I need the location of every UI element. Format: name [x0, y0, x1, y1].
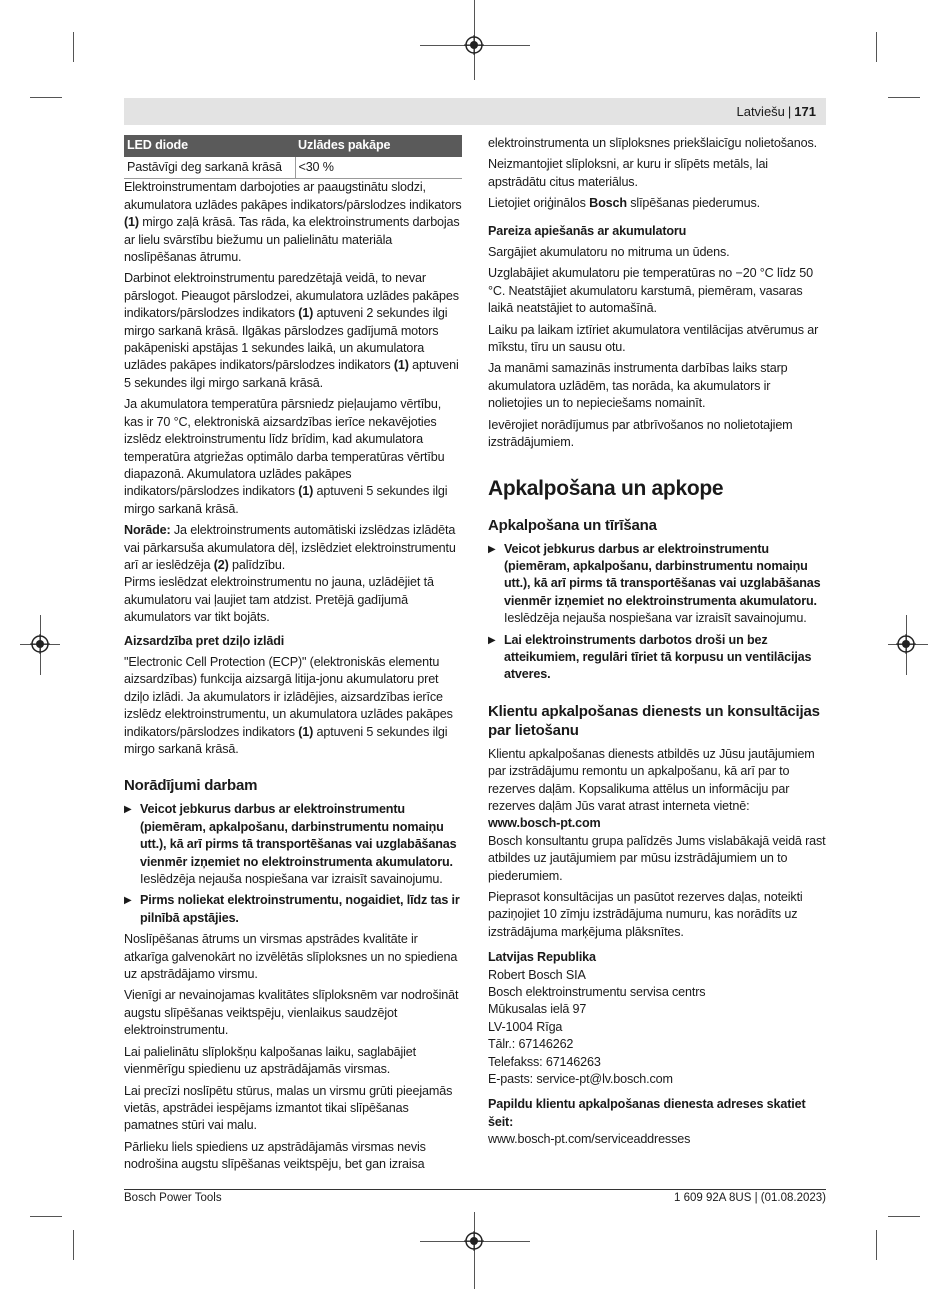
- ref: (1): [124, 215, 139, 230]
- text: Elektroinstrumentam darbojoties ar paaugstinātu slodzi, akumulatora uzlādes pakāpes indikators/pārslodzes indikators: [124, 180, 462, 212]
- paragraph: [124, 270, 462, 392]
- ref: (1): [298, 306, 314, 321]
- address-line: LV-1004 Rīga: [488, 1019, 563, 1034]
- text: aptuveni 5 sekundes ilgi mirgo sarkanā krāsā.: [124, 484, 448, 516]
- bullet-text: Ieslēdzēja nejauša nospiešana var izraisīt savainojumu.: [140, 872, 443, 887]
- header-separator: |: [787, 104, 792, 119]
- bullet-list: [124, 801, 462, 927]
- footer-left: Bosch Power Tools: [124, 1192, 222, 1204]
- brand: Bosch: [589, 196, 627, 211]
- footer-right: 1 609 92A 8US | (01.08.2023): [674, 1192, 826, 1204]
- text: Ja akumulatora temperatūra pārsniedz pieļaujamo vērtību, kas ir 70 °C, elektroniskā aizsardzības ierīce nekavējoties izslēdz elektroinstrumentu līdz brīdim, kad akumulatora temperatūra atgriežas optimālo darba temperatūras vērtību diapazonā. Akumulatora uzlādes pakāpes indikators/pārslodzes indikators: [124, 397, 445, 499]
- paragraph: [488, 746, 826, 816]
- text: Lietojiet oriģinālos: [488, 196, 590, 211]
- ref: (1): [393, 358, 409, 373]
- paragraph: [488, 195, 826, 212]
- paragraph: [124, 654, 462, 758]
- list-item: [124, 892, 462, 927]
- table-cell: <30 %: [295, 157, 462, 179]
- text: mirgo zaļā krāsā. Tas rāda, ka elektroinstruments darbojas ar lielu svārstību biežumu un palielinātu materiāla noslīpēšanas ātrumu.: [124, 215, 460, 265]
- url[interactable]: www.bosch-pt.com/serviceaddresses: [488, 1132, 691, 1147]
- triangle-bullet-icon: ▶: [488, 634, 496, 646]
- paragraph: Pieprasot konsultācijas un pasūtot rezerves daļas, noteikti paziņojiet 10 zīmju izstrādājuma numuru, kas norādīts uz izstrādājuma marķējuma plāksnītes.: [488, 890, 803, 939]
- registration-mark-icon: [464, 1231, 484, 1251]
- note-label: Norāde:: [124, 523, 171, 538]
- text: Ja elektroinstruments automātiski izslēdzas izlādēta vai pārkarsuša akumulatora dēļ, izslēdziet elektroinstrumentu arī ar ieslēdzēja: [124, 523, 456, 572]
- table-row: [124, 157, 462, 179]
- crop-mark: [30, 1216, 62, 1217]
- bullet-bold: Veicot jebkurus darbus ar elektroinstrumentu (piemēram, apkalpošanu, darbinstrumentu nomaiņu utt.), kā arī pirms tā transportēšanas vai uzglabāšanas vienmēr izņemiet no elektroinstrumenta akumulatoru.: [504, 541, 821, 608]
- paragraph: Laiku pa laikam iztīriet akumulatora ventilācijas atvērumus ar mīkstu, tīru un sausu otu.: [488, 322, 819, 355]
- address-block: [488, 967, 826, 1089]
- address-line: Bosch elektroinstrumentu servisa centrs: [488, 985, 706, 1000]
- table-header: Uzlādes pakāpe: [295, 135, 462, 157]
- subheading: Pareiza apiešanās ar akumulatoru: [488, 223, 687, 238]
- paragraph: Pirms ieslēdzat elektroinstrumentu no jauna, uzlādējiet tā akumulatoru vai ļaujiet tam atdzist. Pretējā gadījumā akumulators var tikt bojāts.: [124, 575, 434, 625]
- website-link[interactable]: www.bosch-pt.com: [488, 816, 601, 831]
- list-item: [488, 632, 826, 684]
- paragraph: Bosch konsultantu grupa palīdzēs Jums vislabākajā veidā rast atbildes uz jautājumiem par mūsu izstrādājumiem un to piederumiem.: [488, 833, 826, 883]
- crop-mark: [73, 1230, 74, 1260]
- paragraph: [124, 179, 462, 266]
- subheading: Papildu klientu apkalpošanas dienesta adreses skatiet šeit:: [488, 1097, 806, 1129]
- bullet-list: [488, 541, 826, 684]
- paragraph: elektroinstrumenta un slīploksnes priekšlaicīgu nolietošanos.: [488, 136, 817, 150]
- paragraph: Vienīgi ar nevainojamas kvalitātes slīploksnēm var nodrošināt augstu slīpēšanas veiktspēju, vienlaikus saudzējot elektroinstrumentu.: [124, 988, 459, 1038]
- list-item: [488, 541, 826, 628]
- right-column: [488, 135, 826, 1153]
- paragraph: Sargājiet akumulatoru no mitruma un ūdens.: [488, 245, 730, 260]
- section-heading: Apkalpošana un tīrīšana: [488, 516, 657, 534]
- bullet-bold: Lai elektroinstruments darbotos droši un bez atteikumiem, regulāri tīriet tā korpusu un ventilācijas atveres.: [504, 632, 812, 682]
- address-line: E-pasts: service-pt@lv.bosch.com: [488, 1072, 673, 1087]
- subheading: Aizsardzība pret dziļo izlādi: [124, 633, 285, 648]
- text: aptuveni 5 sekundes ilgi mirgo sarkanā krāsā.: [124, 724, 448, 756]
- registration-mark-icon: [30, 634, 50, 654]
- triangle-bullet-icon: ▶: [124, 895, 132, 907]
- crop-mark: [73, 32, 74, 62]
- crop-mark: [876, 1230, 877, 1260]
- bullet-bold: Pirms noliekat elektroinstrumentu, nogaidiet, līdz tas ir pilnībā apstājies.: [140, 893, 460, 925]
- chapter-heading: Apkalpošana un apkope: [488, 476, 724, 500]
- ref: (1): [298, 484, 314, 499]
- crop-mark: [888, 1216, 920, 1217]
- text: aptuveni 2 sekundes ilgi mirgo sarkanā krāsā. Ilgākas pārslodzes gadījumā motors pakāpeniski apstājas 1 sekundes laikā, un akumulatora uzlādes pakāpes indikators/pārslodzes indikators: [124, 306, 448, 373]
- registration-mark-icon: [464, 35, 484, 55]
- paragraph: Noslīpēšanas ātrums un virsmas apstrādes kvalitāte ir atkarīga galvenokārt no izvēlētās slīploksnes un no spiediena uz apstrādājamo virsmu.: [124, 932, 458, 982]
- table-header: LED diode: [124, 135, 295, 157]
- address-line: Mūkusalas ielā 97: [488, 1002, 587, 1017]
- crop-mark: [888, 97, 920, 98]
- section-heading: Klientu apkalpošanas dienests un konsultācijas par lietošanu: [488, 702, 820, 739]
- left-column: [124, 135, 462, 1178]
- page-number: 171: [794, 104, 816, 119]
- address-line: Telefakss: 67146263: [488, 1054, 601, 1069]
- ref: (2): [213, 557, 229, 572]
- paragraph: Lai precīzi noslīpētu stūrus, malas un virsmu grūti pieejamās vietās, apstrādei iespējams izmantot tikai slīpēšanas pamatnes stūri vai malu.: [124, 1083, 453, 1133]
- section-heading: Norādījumi darbam: [124, 777, 258, 795]
- bullet-text: Ieslēdzēja nejauša nospiešana var izraisīt savainojumu.: [504, 611, 807, 626]
- address-line: Tālr.: 67146262: [488, 1037, 574, 1052]
- address-line: Robert Bosch SIA: [488, 967, 586, 982]
- paragraph: [124, 396, 462, 518]
- paragraph: Lai palielinātu slīplokšņu kalpošanas laiku, saglabājiet vienmērīgu spiedienu uz apstrādājamās virsmas.: [124, 1044, 416, 1077]
- footer-rule: [124, 1189, 826, 1190]
- text: Darbinot elektroinstrumentu paredzētajā veidā, to nevar pārslogot. Pieaugot pārslodzei, akumulatora uzlādes pakāpes indikators/pārslodzes indikators: [124, 271, 459, 321]
- text: slīpēšanas piederumus.: [626, 196, 760, 211]
- ref: (1): [298, 724, 314, 739]
- crop-mark: [876, 32, 877, 62]
- led-table: [124, 135, 462, 179]
- paragraph: Ja manāmi samazinās instrumenta darbības laiks starp akumulatora uzlādēm, tas norāda, ka akumulators ir nolietojies un to nepieciešams nomainīt.: [488, 361, 788, 411]
- note: [124, 522, 462, 574]
- paragraph: Pārlieku liels spiediens uz apstrādājamās virsmas nevis nodrošina augstu slīpēšanas veiktspēju, bet gan izraisa: [124, 1139, 426, 1172]
- header-band: [124, 98, 826, 125]
- text: "Electronic Cell Protection (ECP)" (elektroniskās elementu aizsardzības) funkcija aizsargā litija-jonu akumulatoru pret dziļo izlādi. Ja akumulators ir izlādējies, aizsardzības ierīce izslēdz elektroinstrumentu, un akumulatora uzlādes pakāpes indikators/pārslodzes indikators: [124, 654, 453, 739]
- text: Klientu apkalpošanas dienests atbildēs uz Jūsu jautājumiem par izstrādājumu remontu un apkalpošanu, kā arī par to rezerves daļām. Kopsalikuma attēlus un informāciju par rezerves daļām Jūs varat atrast interneta vietnē:: [488, 746, 815, 813]
- paragraph: Uzglabājiet akumulatoru pie temperatūras no −20 °C līdz 50 °C. Neatstājiet akumulatoru karstumā, piemēram, vasaras laikā neatstājiet to automašīnā.: [488, 266, 814, 316]
- page-header: [736, 104, 816, 119]
- paragraph: Neizmantojiet slīploksni, ar kuru ir slīpēts metāls, lai apstrādātu citus materiālus.: [488, 157, 768, 189]
- triangle-bullet-icon: ▶: [124, 804, 132, 816]
- crop-mark: [30, 97, 62, 98]
- triangle-bullet-icon: ▶: [488, 543, 496, 555]
- bullet-bold: Veicot jebkurus darbus ar elektroinstrumentu (piemēram, apkalpošanu, darbinstrumentu nomaiņu utt.), kā arī pirms tā transportēšanas vai uzglabāšanas vienmēr izņemiet no elektroinstrumenta akumulatoru.: [140, 802, 457, 869]
- text: aptuveni 5 sekundes ilgi mirgo sarkanā krāsā.: [124, 358, 459, 390]
- header-language: Latviešu: [736, 104, 785, 119]
- registration-mark-icon: [896, 634, 916, 654]
- url[interactable]: [488, 815, 826, 832]
- list-item: [124, 801, 462, 888]
- country-heading: Latvijas Republika: [488, 950, 596, 965]
- table-cell: Pastāvīgi deg sarkanā krāsā: [124, 157, 295, 179]
- paragraph: Ievērojiet norādījumus par atbrīvošanos no nolietotajiem izstrādājumiem.: [488, 417, 793, 450]
- text: palīdzību.: [228, 557, 286, 572]
